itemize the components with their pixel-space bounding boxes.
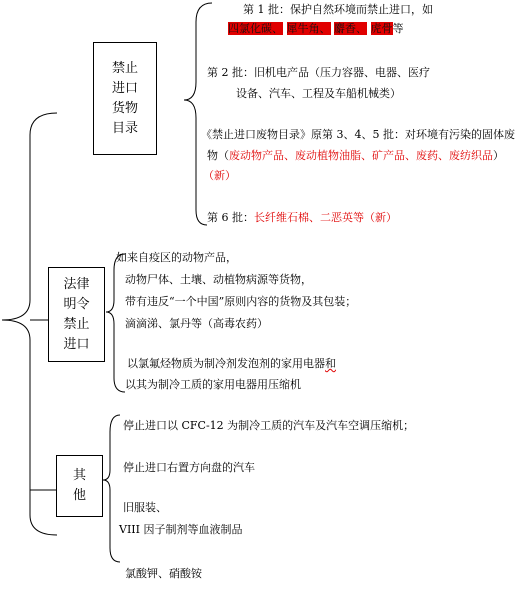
batch-1-item-rhino: 犀牛角、 xyxy=(286,22,331,35)
batch-1-item-ccl4: 四氯化碳、 xyxy=(228,22,283,35)
ban-box-label: 禁止 进口 货物 目录 xyxy=(111,60,138,136)
law-item-6: 以其为制冷工质的家用电器用压缩机 xyxy=(125,378,301,391)
batch-3-5-suffix: ） xyxy=(493,149,504,162)
batch-1-item-musk: 麝香、 xyxy=(334,22,367,35)
law-ban-box xyxy=(48,267,105,362)
batch-1-item-tiger: 虎骨 xyxy=(370,22,393,35)
batch-2-line-1: 第 2 批：旧机电产品（压力容器、电器、医疗 xyxy=(207,66,430,79)
other-box-label: 其 他 xyxy=(72,468,86,503)
batch-3-5-new: （新） xyxy=(203,169,236,182)
other-item-4: VIII 因子制剂等血液制品 xyxy=(119,523,243,536)
other-item-3: 旧服装、 xyxy=(123,501,167,514)
ban-brace xyxy=(184,3,212,225)
batch-3-5-prefix: 物（ xyxy=(207,149,229,162)
law-item-5-and: 和 xyxy=(325,357,336,370)
other-item-2: 停止进口右置方向盘的汽车 xyxy=(123,461,255,474)
other-item-1: 停止进口以 CFC-12 为制冷工质的汽车及汽车空调压缩机； xyxy=(123,419,415,432)
law-item-1: 如来自疫区的动物产品， xyxy=(116,251,237,264)
other-item-5: 氯酸钾、硝酸铵 xyxy=(125,567,202,580)
batch-6-prefix: 第 6 批： xyxy=(207,211,254,224)
law-brace xyxy=(106,254,125,392)
batch-3-5-items: 废动物产品、废动植物油脂、矿产品、废药、废纺织品 xyxy=(229,149,493,162)
law-item-5 xyxy=(127,356,336,372)
ban-import-catalog-box xyxy=(93,42,157,155)
batch-1-line-2 xyxy=(228,21,404,37)
batch-6-line xyxy=(207,210,397,226)
batch-1-line-1: 第 1 批：保护自然环境而禁止进口，如 xyxy=(243,3,433,16)
law-item-5-text: 以氯氟烃物质为制冷剂发泡剂的家用电器 xyxy=(127,357,325,370)
other-brace xyxy=(103,415,120,562)
law-item-4: 滴滴涕、氯丹等（高毒农药） xyxy=(125,317,268,330)
batch-6-items: 长纤维石棉、二恶英等（新） xyxy=(254,211,397,224)
other-box xyxy=(56,455,103,517)
law-item-2: 动物尸体、土壤、动植物病源等货物， xyxy=(125,273,312,286)
law-box-label: 法律 明令 禁止 进口 xyxy=(63,276,90,352)
batch-3-5-line-1: 《禁止进口废物目录》原第 3、4、5 批：对环境有污染的固体废 xyxy=(201,128,515,141)
batch-3-5-line-2 xyxy=(207,148,504,164)
law-item-3: 带有违反“一个中国”原则内容的货物及其包装； xyxy=(125,295,357,308)
batch-1-tail: 等 xyxy=(392,22,404,35)
batch-2-line-2: 设备、汽车、工程及车船机械类） xyxy=(236,87,401,100)
